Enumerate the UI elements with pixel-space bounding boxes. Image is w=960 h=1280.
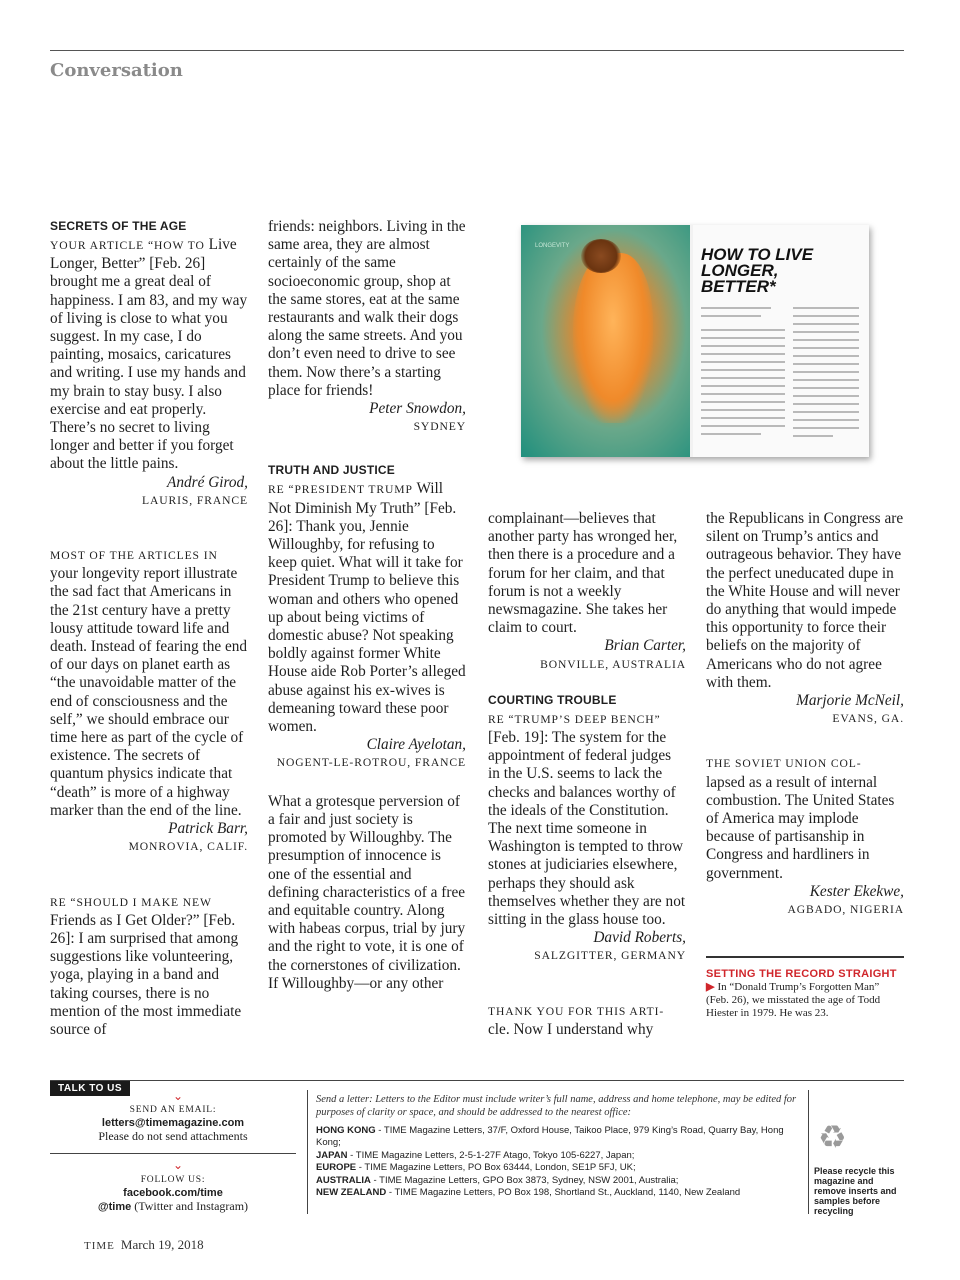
spacer xyxy=(268,773,466,793)
signature-place: SYDNEY xyxy=(413,420,466,434)
signature-name: Marjorie McNeil, xyxy=(796,692,904,710)
facebook-link[interactable]: facebook.com/time xyxy=(123,1187,223,1199)
text-line xyxy=(701,425,785,427)
signature-place: LAURIS, FRANCE xyxy=(141,493,248,507)
spacer xyxy=(488,966,686,1002)
letter-roberts: RE “TRUMP’S DEEP BENCH” [Feb. 19]: The system for the appointment of federal judges in the U.S. seems to lack the checks and balances worthy of the ideals of the Constitution. The next time someone in Washington is tempted to throw stones at judiciaries elsewhere, perhaps they should ask themselves whether they are not sitting in the glass house too. xyxy=(488,712,686,929)
signature-name: Brian Carter, xyxy=(604,637,686,655)
text-line xyxy=(793,411,859,413)
article-page xyxy=(693,225,869,457)
office-address: EUROPE - TIME Magazine Letters, PO Box 63444, London, SE1P 5FJ, UK; xyxy=(316,1162,636,1174)
text-line xyxy=(701,377,785,379)
page-folio xyxy=(84,1237,204,1253)
text-line xyxy=(793,347,859,349)
email-link[interactable]: letters@timemagazine.com xyxy=(101,1117,245,1129)
text-line xyxy=(701,369,785,371)
text-line xyxy=(793,331,859,333)
letter-instructions: Send a letter: Letters to the Editor must include writer’s full name, address and home telephone, may be edited for purposes of clarity or space, and should be addressed to the nearest office: xyxy=(316,1094,797,1118)
email-label: SEND AN EMAIL: xyxy=(129,1105,217,1115)
letter-girod: YOUR ARTICLE “HOW TO Live Longer, Better” [Feb. 26] brought me a great deal of happiness. I am 83, and my way of living is close to what you suggest. In my case, I do painting, mosaics, caricatures and writing. I use my hands and my brain to stay busy. I also exercise and eat properly. There’s no secret to living longer and better if you forget about the little pains. xyxy=(50,236,248,473)
spacer xyxy=(706,728,904,754)
letter-snowdon-cont: friends: neighbors. Living in the same area, they are almost certainly of the same socioeconomic group, shop at the same stores, eat at the same restaurants and walk their dogs along the same streets. And you don’t even need to drive to see them. Now there’s a starting place for friends! xyxy=(268,218,466,399)
column-3 xyxy=(488,510,686,1039)
office-address: HONG KONG - TIME Magazine Letters, 37/F, Oxford House, Taikoo Place, 979 King’s Road, Quarry Bay, Hong Kong; xyxy=(316,1125,784,1149)
spacer xyxy=(50,510,248,546)
text-line xyxy=(701,385,785,387)
chevron-down-icon: ⌄ xyxy=(173,1089,184,1103)
text-line xyxy=(701,329,785,331)
letter-mcneil-cont: the Republicans in Congress are silent on Trump’s antics and outrageous behavior. They have the perfect uneducated dupe in the White House and will never do anything that would impede this opportunity to force their beliefs on the majority of Americans who do not agree with them. xyxy=(706,510,904,691)
letter-ekekwe: THE SOVIET UNION COL- lapsed as a result of internal combustion. The United States of America may implode because of partisanship in Congress and hardliners in government. xyxy=(706,757,895,882)
spread-headline: HOW TO LIVE LONGER, BETTER* xyxy=(701,245,814,296)
signature-place: SALZGITTER, GERMANY xyxy=(534,949,686,963)
text-line xyxy=(701,353,785,355)
text-line xyxy=(793,395,859,397)
column-4 xyxy=(706,510,904,919)
signature-place: MONROVIA, CALIF. xyxy=(128,840,248,854)
spread-section-label: LONGEVITY xyxy=(535,243,570,249)
section-title: Conversation xyxy=(50,60,183,81)
signature-place: AGBADO, NIGERIA xyxy=(787,903,904,917)
letter-snowdon-start: RE “SHOULD I MAKE NEW Friends as I Get Older?” [Feb. 26]: I am surprised that among suggestions like volunteering, yoga, playing in a band and taking courses, there is no mention of the most immediate source of xyxy=(50,895,242,1038)
text-line xyxy=(701,401,785,403)
talk-to-us-label: TALK TO US xyxy=(50,1081,130,1096)
signature-place: NOGENT-LE-ROTROU, FRANCE xyxy=(276,756,466,770)
recycle-notice xyxy=(814,1120,904,1216)
footer-divider xyxy=(808,1090,809,1214)
text-line xyxy=(793,355,859,357)
heading-courting: COURTING TROUBLE xyxy=(488,692,617,707)
column-2 xyxy=(268,218,466,993)
text-line xyxy=(701,361,785,363)
text-line xyxy=(793,387,859,389)
signature-name: Kester Ekekwe, xyxy=(809,882,904,900)
text-line xyxy=(793,307,859,309)
text-line xyxy=(701,433,761,435)
signature-name: Claire Ayelotan, xyxy=(366,736,466,754)
letter-barr: MOST OF THE ARTICLES IN your longevity report illustrate the sad fact that Americans in the 21st century have a pretty lousy attitude toward life and death. Instead of fearing the end of our days on planet earth as “the unavoidable matter of the end of consciousness and the self,” we should embrace our time here as part of the cycle of existence. The secrets of quantum physics indicate that “death” is more of a highway marker than the end of the line. xyxy=(50,549,248,819)
signature-name: Patrick Barr, xyxy=(168,820,248,838)
dancer-photo xyxy=(521,225,690,457)
text-line xyxy=(701,345,785,347)
text-line xyxy=(793,363,859,365)
magazine-spread-image xyxy=(521,225,869,457)
text-line xyxy=(701,393,785,395)
text-line xyxy=(701,307,771,309)
text-line xyxy=(793,339,859,341)
follow-label: FOLLOW US: xyxy=(140,1175,206,1185)
footer-divider xyxy=(307,1090,308,1214)
column-1 xyxy=(50,218,248,1039)
spacer xyxy=(488,674,686,692)
heading-secrets: SECRETS OF THE AGE xyxy=(50,219,187,233)
chevron-down-icon: ⌄ xyxy=(173,1158,184,1172)
text-line xyxy=(701,337,785,339)
recycle-icon: ♻ xyxy=(818,1118,847,1156)
spacer xyxy=(268,436,466,462)
footer-rule xyxy=(50,1080,904,1081)
correction-rule xyxy=(706,956,904,958)
correction-text: In “Donald Trump’s Forgotten Man” (Feb. 26), we misstated the age of Todd Hiester in 1979. He was 23. xyxy=(706,981,881,1019)
text-line xyxy=(793,379,859,381)
text-line xyxy=(793,419,859,421)
text-line xyxy=(701,315,761,317)
office-address: AUSTRALIA - TIME Magazine Letters, GPO Box 3873, Sydney, NSW 2001, Australia; xyxy=(316,1174,679,1186)
correction-label: SETTING THE RECORD STRAIGHT xyxy=(706,968,897,980)
text-line xyxy=(793,315,859,317)
letter-carter-cont: complainant—believes that another party has wronged her, then there is a procedure and a forum for her claim, and that forum is not a weekly newsmagazine. She takes her claim to court. xyxy=(488,510,678,637)
letter-mcneil-start: THANK YOU FOR THIS ARTI- cle. Now I understand why xyxy=(488,1004,665,1038)
office-address: JAPAN - TIME Magazine Letters, 2-5-1-27F Atago, Tokyo 105-6227, Japan; xyxy=(316,1149,635,1161)
heading-truth: TRUTH AND JUSTICE xyxy=(268,463,395,478)
office-address: NEW ZEALAND - TIME Magazine Letters, PO Box 198, Shortland St., Auckland, 1140, New Zealand xyxy=(316,1187,741,1199)
text-line xyxy=(793,323,859,325)
signature-place: EVANS, GA. xyxy=(832,712,904,726)
correction-note xyxy=(706,968,904,1020)
recycle-text: Please recycle this magazine and remove inserts and samples before recycling xyxy=(814,1166,897,1216)
folio-date: March 19, 2018 xyxy=(120,1237,204,1252)
text-line xyxy=(793,371,859,373)
text-line xyxy=(793,427,859,429)
twitter-line: @time (Twitter and Instagram) xyxy=(97,1199,249,1213)
text-line xyxy=(793,435,833,437)
text-line xyxy=(793,403,859,405)
letter-ayelotan: RE “PRESIDENT TRUMP Will Not Diminish My Truth” [Feb. 26]: Thank you, Jennie Willoughby, for refusing to keep quiet. What will it take for President Trump to believe this woman and others who opened up about being victims of domestic abuse? Not speaking boldly against former White House aide Rob Porter’s alleged abuse against his ex-wives is demeaning toward these poor women. xyxy=(268,480,466,736)
signature-name: André Girod, xyxy=(166,473,248,491)
email-note: Please do not send attachments xyxy=(98,1129,248,1143)
follow-block xyxy=(50,1174,296,1214)
top-rule xyxy=(50,50,904,51)
signature-place: BONVILLE, AUSTRALIA xyxy=(540,657,686,671)
footer-divider xyxy=(50,1153,296,1154)
spacer xyxy=(50,857,248,893)
mailing-addresses xyxy=(316,1093,800,1199)
signature-name: David Roberts, xyxy=(593,929,686,947)
twitter-handle[interactable]: @time xyxy=(97,1201,132,1213)
email-block xyxy=(50,1104,296,1143)
dancer-hair xyxy=(581,239,621,273)
dancer-figure xyxy=(573,253,653,423)
folio-brand: TIME xyxy=(84,1240,115,1252)
triangle-right-icon: ▶ xyxy=(706,981,715,993)
text-line xyxy=(701,417,785,419)
signature-name: Peter Snowdon, xyxy=(369,400,466,418)
text-line xyxy=(701,409,785,411)
letter-carter-start: What a grotesque perversion of a fair and just society is promoted by Willoughby. The presumption of innocence is one of the essential and defining characteristics of a free and equitable country. Along with habeas corpus, trial by jury and the right to vote, it is one of the cornerstones of civilization. If Willoughby—or any other xyxy=(268,792,466,992)
